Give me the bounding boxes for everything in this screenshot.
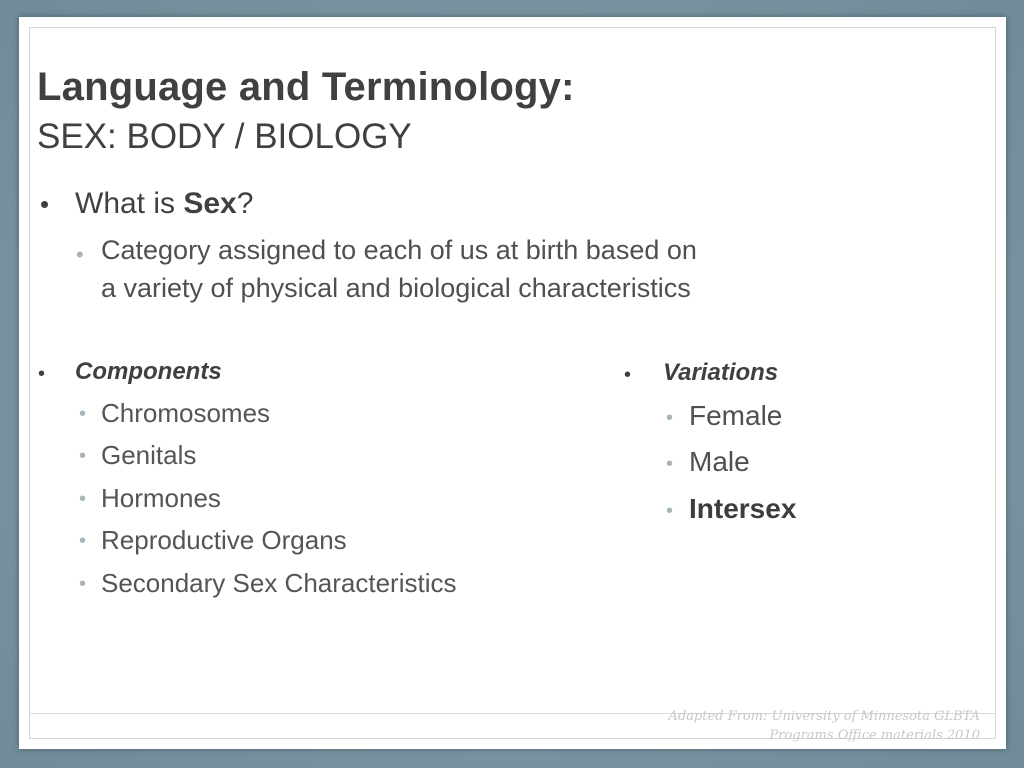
list-item: Chromosomes [101, 398, 271, 428]
slide-subtitle: SEX: BODY / BIOLOGY [37, 117, 412, 156]
question-keyword: Sex [183, 187, 237, 220]
sub-bullet-dot: • [76, 242, 84, 267]
list-item: Secondary Sex Characteristics [101, 568, 457, 598]
list-item: Hormones [101, 483, 221, 513]
sub-bullet-dot: • [79, 488, 87, 510]
attribution-line-1: Adapted From: University of Minnesota GLBTA [668, 709, 980, 724]
components-heading: Components [75, 358, 222, 385]
sub-bullet-dot: • [79, 445, 87, 467]
sub-bullet-dot: • [79, 530, 87, 552]
question-prefix: What is [75, 187, 184, 220]
list-item: Reproductive Organs [101, 525, 347, 555]
slide-title: Language and Terminology: [37, 65, 575, 109]
attribution-line-2: Programs Office materials 2010 [769, 728, 980, 743]
variations-heading: Variations [663, 359, 779, 386]
definition-line-2: a variety of physical and biological characteristics [101, 273, 691, 303]
list-item: Male [689, 446, 750, 477]
sub-bullet-dot: • [666, 500, 674, 522]
question-suffix: ? [236, 187, 254, 220]
sub-bullet-dot: • [79, 573, 87, 595]
list-item: Female [689, 400, 783, 431]
question-bullet [75, 187, 253, 221]
sub-bullet-dot: • [666, 407, 674, 429]
slide [19, 17, 1006, 749]
list-item: Genitals [101, 440, 197, 470]
bullet-dot: • [38, 363, 46, 385]
list-item-emphasized: Intersex [689, 493, 797, 524]
bullet-dot: • [40, 189, 50, 219]
definition-line-1: Category assigned to each of us at birth based on [101, 235, 697, 265]
bullet-dot: • [624, 364, 632, 386]
attribution [668, 707, 980, 745]
sub-bullet-dot: • [79, 403, 87, 425]
sub-bullet-dot: • [666, 453, 674, 475]
